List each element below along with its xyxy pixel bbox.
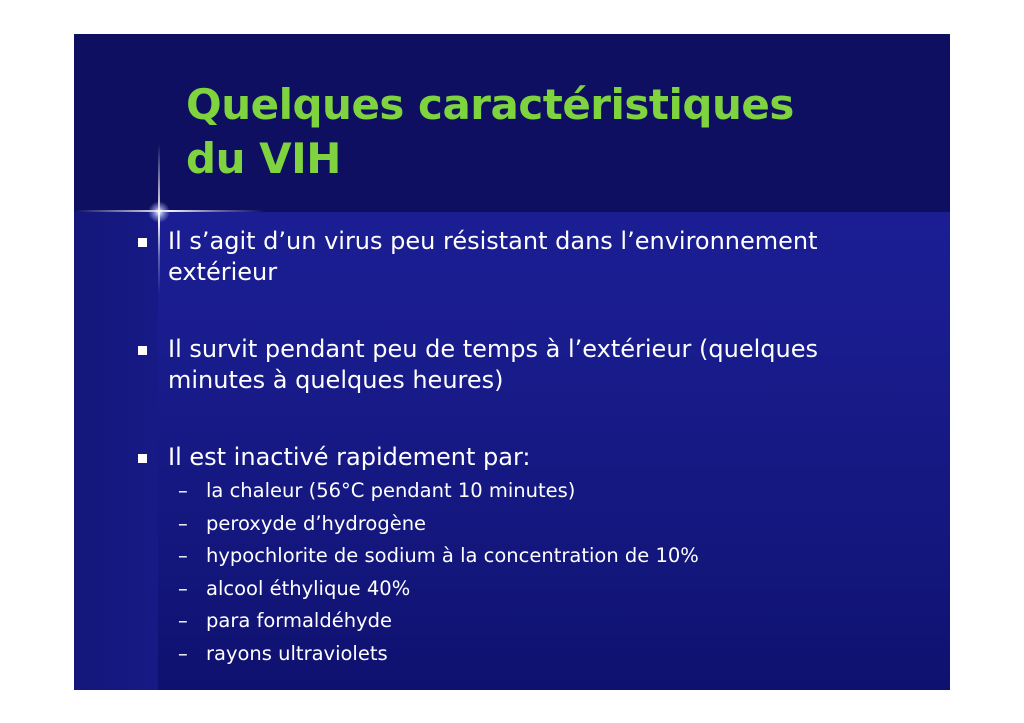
dash-marker-icon: –: [178, 576, 188, 600]
slide: [74, 34, 950, 690]
square-bullet-icon: [138, 454, 147, 463]
slide-title: [186, 78, 794, 186]
sub-bullet-text: para formaldéhyde: [206, 609, 392, 633]
bullet-item: [132, 334, 922, 396]
dash-marker-icon: –: [178, 609, 188, 633]
sub-bullet-item: [178, 638, 922, 671]
sub-bullet-list: [132, 475, 922, 671]
bullet-text-line: Il s’agit d’un virus peu résistant dans l’environnement: [168, 227, 818, 255]
bullet-item: [132, 226, 922, 288]
sub-bullet-text: la chaleur (56°C pendant 10 minutes): [206, 479, 576, 502]
slide-title-line-2: du VIH: [186, 134, 341, 183]
sub-bullet-item: [178, 508, 922, 541]
bullet-text-line: Il est inactivé rapidement par:: [168, 443, 531, 471]
sub-bullet-text: alcool éthylique 40%: [206, 576, 411, 600]
bullet-text-line: Il survit pendant peu de temps à l’extérieur (quelques: [168, 335, 818, 363]
dash-marker-icon: –: [178, 544, 188, 568]
bullet-text-line: extérieur: [168, 258, 278, 286]
slide-content: [132, 226, 922, 671]
sub-bullet-item: [178, 540, 922, 573]
bullet-item: [132, 442, 922, 473]
sub-bullet-text: hypochlorite de sodium à la concentration de 10%: [206, 544, 699, 568]
sub-bullet-item: [178, 475, 922, 508]
square-bullet-icon: [138, 346, 147, 355]
sub-bullet-text: peroxyde d’hydrogène: [206, 511, 427, 535]
sub-bullet-item: [178, 573, 922, 606]
sub-bullet-text: rayons ultraviolets: [206, 641, 388, 665]
dash-marker-icon: –: [178, 641, 188, 665]
dash-marker-icon: –: [178, 511, 188, 535]
bullet-text-line: minutes à quelques heures): [168, 366, 504, 394]
square-bullet-icon: [138, 238, 147, 247]
light-flare-glow: [148, 201, 170, 223]
dash-marker-icon: –: [178, 479, 188, 502]
slide-title-line-1: Quelques caractéristiques: [186, 80, 794, 129]
sub-bullet-item: [178, 605, 922, 638]
